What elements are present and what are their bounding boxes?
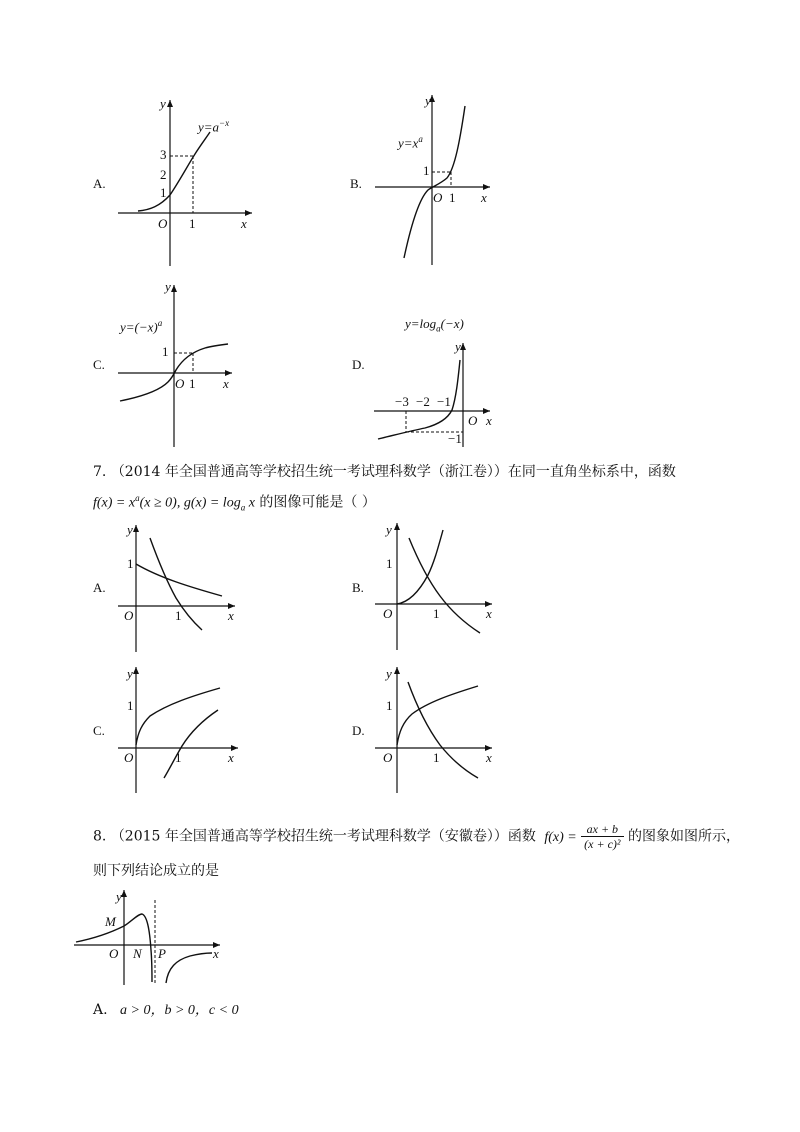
tick-y-2: 2 [160,167,167,182]
y-axis-label: y [116,889,122,904]
tick-x-1: 1 [189,376,196,391]
function-lhs: f(x) = [544,829,577,845]
tick-x-1: 1 [449,190,456,205]
question-number: 8. [93,828,107,845]
formula-label: $y=a^{-x}$ [198,118,230,135]
question-8-line2: 则下列结论成立的是 [93,863,219,879]
option-label-d: D. [352,723,365,738]
origin-label: O [124,750,134,765]
x-axis-label: x [213,946,219,961]
x-axis-label: x [486,606,492,621]
tick-y-neg1: −1 [448,431,462,446]
option-a [93,1000,239,1021]
tick-y-1: 1 [127,556,134,571]
tick-y-1: 1 [386,556,393,571]
question-tail: 的图象如图所示， [627,828,740,845]
option-label-a: A. [93,580,106,595]
x-axis-label: x [241,216,247,231]
point-p-label: P [158,946,166,961]
y-axis-label: y [386,522,392,537]
formula-label: $y=(-x)^a$ [120,318,163,335]
x-axis-label: x [223,376,229,391]
tick-x-neg3: −3 [395,394,409,409]
option-label-b: B. [350,176,362,191]
option-label-c: C. [93,723,105,738]
tick-x-neg1: −1 [437,394,451,409]
option-label-c: C. [93,357,105,372]
origin-label: O [383,750,393,765]
tick-y-1: 1 [160,185,167,200]
question-source: （2015 年全国普通高等学校招生统一考试理科数学（安徽卷））函数 [110,828,536,845]
origin-label: O [468,413,478,428]
question-7-line2: $f(x) = x^a(x \ge 0)$, $g(x) = \log_a x$ 的图像可能是（ ） [93,493,376,513]
option-label-a: A. [93,176,106,191]
tick-x-1: 1 [433,750,440,765]
x-axis-label: x [228,608,234,623]
origin-label: O [433,190,443,205]
y-axis-label: y [127,666,133,681]
origin-label: O [158,216,168,231]
origin-label: O [383,606,393,621]
option-a-text: a > 0，b > 0，c < 0 [120,1003,239,1018]
origin-label: O [109,946,119,961]
tick-x-1: 1 [175,608,182,623]
tick-x-1: 1 [433,606,440,621]
tick-y-1: 1 [386,698,393,713]
tick-y-1: 1 [127,698,134,713]
question-number: 7. [93,464,107,480]
y-axis-label: y [127,522,133,537]
y-axis-label: y [455,339,461,354]
tick-y-1: 1 [423,163,430,178]
origin-label: O [175,376,185,391]
x-axis-label: x [481,190,487,205]
question-source: （2014 年全国普通高等学校招生统一考试理科数学（浙江卷））在同一直角坐标系中，函数 [110,464,676,480]
option-label-d: D. [352,357,365,372]
tick-y-3: 3 [160,147,167,162]
option-label-b: B. [352,580,364,595]
y-axis-label: y [425,93,431,108]
x-axis-label: x [228,750,234,765]
formula-label: $y=x^a$ [398,134,423,151]
point-m-label: M [105,914,116,929]
x-axis-label: x [486,750,492,765]
x-axis-label: x [486,413,492,428]
y-axis-label: y [165,279,171,294]
tick-x-1: 1 [175,750,182,765]
y-axis-label: y [160,96,166,111]
formula-label: $y=\log_a(-x)$ [405,316,464,334]
tick-x-neg2: −2 [416,394,430,409]
point-n-label: N [133,946,142,961]
y-axis-label: y [386,666,392,681]
function-fraction: $\frac{ax + b}{\text{(x + c)²}}$ [581,822,623,851]
tick-y-1: 1 [162,344,169,359]
origin-label: O [124,608,134,623]
option-label-a: A. [93,1002,108,1018]
tick-x-1: 1 [189,216,196,231]
